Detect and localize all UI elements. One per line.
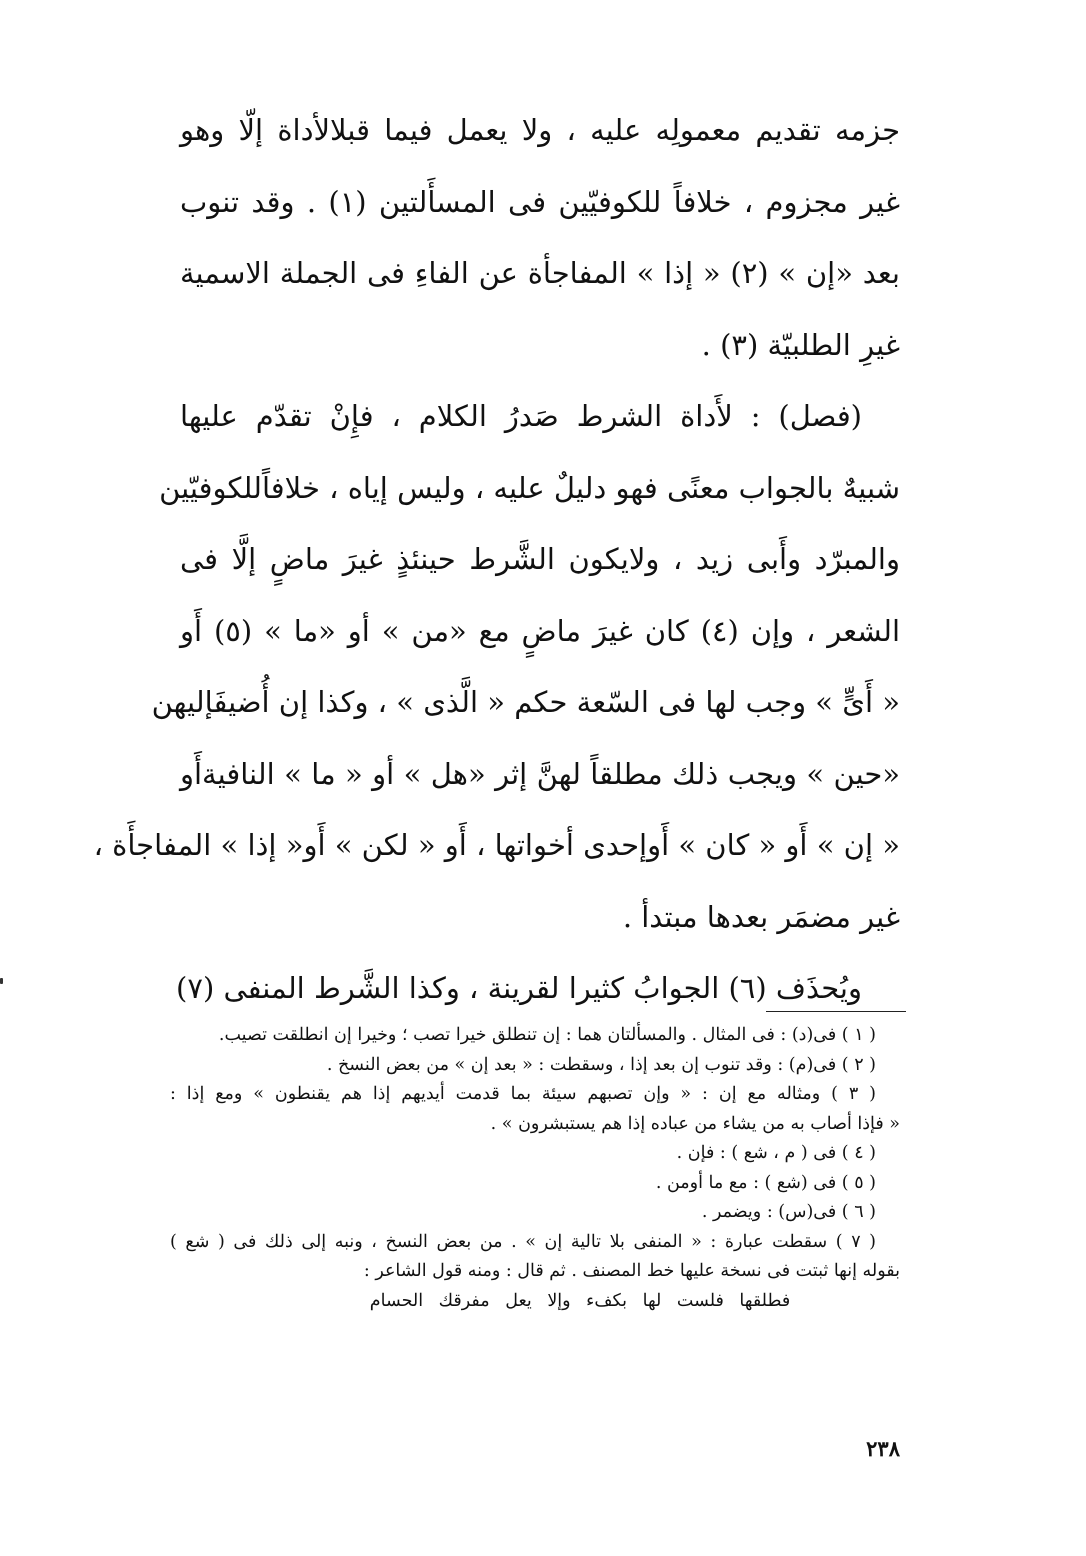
footnote: ( ٣ ) ومثاله مع إن : « وإن تصبهم سيئة بما قدمت أيديهم إذا هم يقنطون » ومع إذا : — [170, 1084, 876, 1104]
footnote: ( ٤ ) فى ( م ، شع ) : فإن . — [676, 1143, 876, 1163]
text-line: شبيهٌ بالجواب معنًى فهو دليلٌ عليه ، وليس إياه ، خلافاًللكوفيّين — [159, 470, 900, 505]
footnote: ( ٥ ) فى (شع ) : مع ما أومن . — [655, 1172, 876, 1193]
text-line: «حين » ويجب ذلك مطلقاً لهنَّ إثر «هل » أو « ما » النافيةأَو — [180, 756, 900, 791]
footnote-verse: فطلقها فلست لها بكفء وإلا يعل مفرقك الحسام — [369, 1290, 791, 1311]
text-line: ويُحذَف (٦) الجوابُ كثيرا لقرينة ، وكذا الشَّرط المنفى (٧) — [176, 971, 862, 1005]
text-line: (فصل) : لأَداة الشرط صَدرُ الكلام ، فإِنْ تقدّم عليها — [180, 399, 862, 433]
text-line: غير مضمَر بعدها مبتدأ . — [622, 899, 900, 934]
footnote: ( ٢ ) فى(م) : وقد تنوب إن بعد إذا ، وسقطت : « بعد إن » من بعض النسخ . — [326, 1054, 876, 1075]
page-number: ٢٣٨ — [866, 1436, 900, 1461]
footnote: ( ٧ ) سقطت عبارة : « المنفى بلا تالية إن » . من بعض النسخ ، ونبه إلى ذلك فى ( شع ) — [170, 1231, 877, 1252]
footnote: بقوله إنها ثبتت فى نسخة عليها خط المصنف . ثم قال : ومنه قول الشاعر : — [363, 1261, 900, 1281]
footnote: « فإذا أصاب به من يشاء من عباده إذا هم يستبشرون » . — [490, 1113, 900, 1134]
footnotes — [170, 1024, 900, 1319]
footnote-separator — [766, 1011, 906, 1012]
text-line: والمبرّد وأَبى زيد ، ولايكون الشَّرط حينئذٍ غيرَ ماضٍ إلَّا فى — [180, 542, 900, 576]
footnote: ( ٦ ) فى(س) : ويضمر . — [701, 1202, 876, 1222]
text-line: الشعر ، وإن (٤) كان غيرَ ماضٍ مع «من » أو «ما » (٥) أَو — [180, 613, 901, 648]
footnote: ( ١ ) فى(د) : فى المثال . والمسألتان هما : إن تنطلق خيرا تصب ؛ وخيرا إن انطلقت تصيب. — [218, 1025, 876, 1045]
text-line: غيرِ الطلبيّة (٣) . — [701, 327, 900, 362]
text-line: بعد «إن » (٢) « إذا » المفاجأة عن الفاءِ فى الجملة الاسمية — [180, 256, 900, 290]
text-line: جزمه تقديم معمولِه عليه ، ولا يعمل فيما قبلالأداة إلّا وهو — [180, 113, 900, 147]
main-text — [93, 112, 901, 1042]
text-line: « إن » أَو « كان » أَوإحدى أخواتها ، أَو « لكن » أَو« إذا » المفاجأَة ، — [93, 828, 900, 862]
scan-edge-mark — [0, 978, 3, 984]
text-line: « أَىٍّ » وجب لها فى السّعة حكم « الَّذى » ، وكذا إن أُضيفَإليهن — [151, 685, 900, 719]
text-line: غير مجزوم ، خلافاً للكوفيّين فى المسأَلتين (١) . وقد تنوب — [180, 184, 901, 219]
